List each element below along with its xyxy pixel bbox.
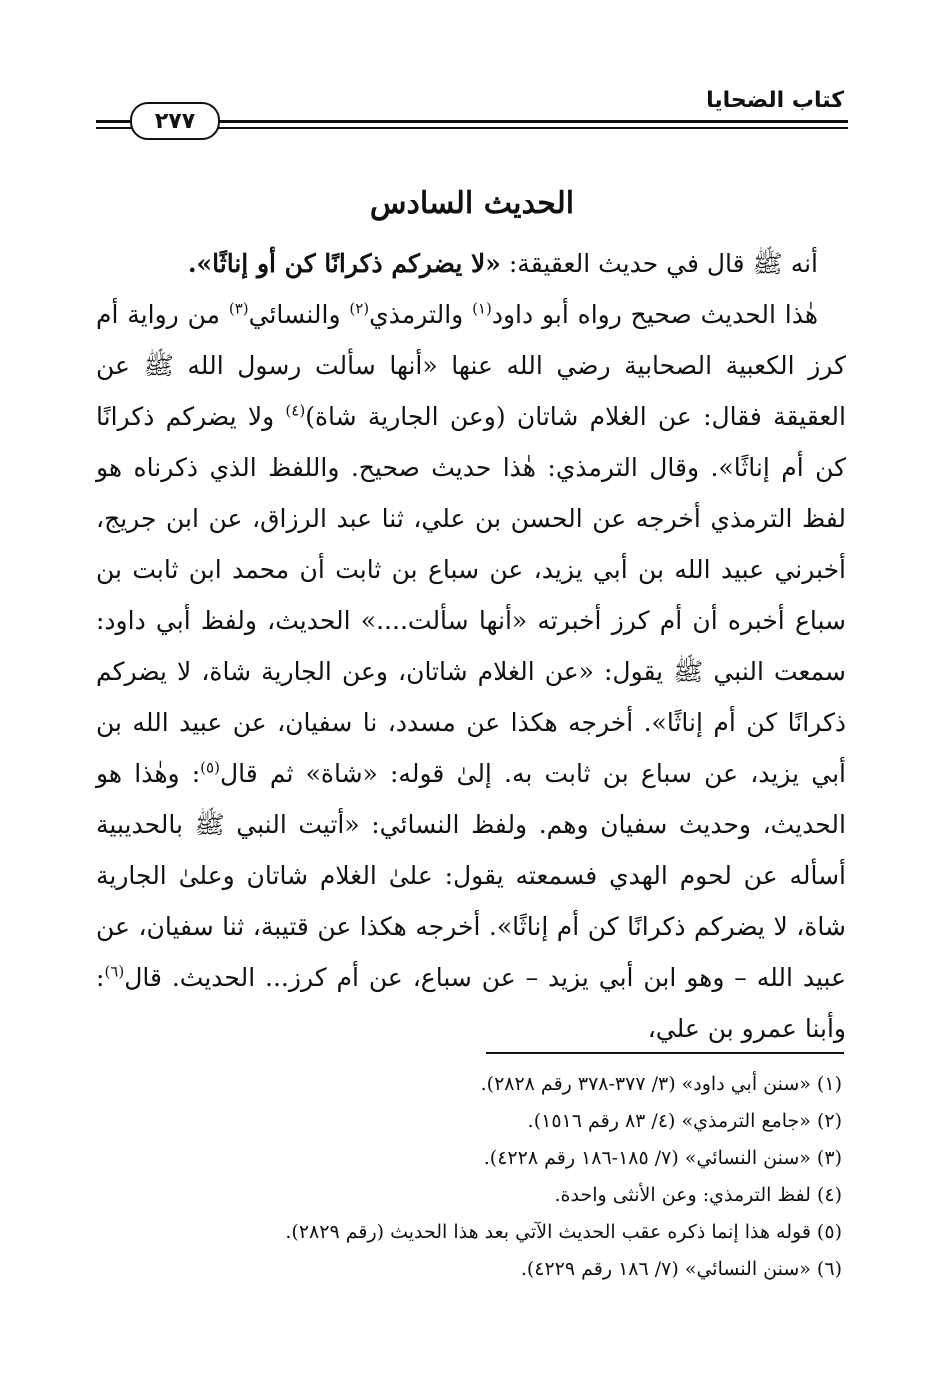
- text-run: : وهٰذا هو الحديث، وحديث سفيان وهم. ولفظ النسائي: «أتيت النبي ﷺ بالحديبية أسأله عن لحوم الهدي فسمعته يقول: علىٰ الغلام شاتان وعلىٰ الجارية شاة، لا يضركم ذكرانًا كن أم إناثًا». أخرجه هكذا عن قتيبة، ثنا سفيان، عن عبيد الله – وهو ابن أبي يزيد – عن سباع، عن أم كرز... الحديث. قال: [96, 759, 846, 992]
- footnote-ref-2: (٢): [349, 299, 370, 318]
- book-title: كتاب الضحايا: [700, 88, 844, 113]
- footnote-separator: [486, 1052, 844, 1054]
- text-run: هٰذا الحديث صحيح رواه أبو داود: [491, 300, 818, 329]
- footnote-ref-4: (٤): [285, 401, 306, 420]
- text-run: والترمذي: [369, 300, 473, 329]
- paragraph-2: [96, 289, 846, 1054]
- main-text: [96, 238, 846, 1054]
- text-run: والنسائي: [248, 300, 350, 329]
- footnote-1: (١) «سنن أبي داود» (٣/ ٣٧٧-٣٧٨ رقم ٢٨٢٨).: [480, 1073, 842, 1095]
- page-number: ٢٧٧: [154, 108, 196, 134]
- hadith-quote: «لا يضركم ذكرانًا كن أو إناثًا».: [187, 249, 501, 278]
- footnote-ref-5: (٥): [200, 758, 220, 777]
- section-heading: الحديث السادس: [369, 186, 575, 221]
- footnote-ref-3: (٣): [228, 299, 249, 318]
- footnote-2: (٢) «جامع الترمذي» (٤/ ٨٣ رقم ١٥١٦).: [527, 1110, 842, 1132]
- footnotes: [96, 1066, 842, 1288]
- page-header: [96, 88, 848, 136]
- page-number-badge: [130, 102, 220, 140]
- footnote-5: (٥) قوله هذا إنما ذكره عقب الحديث الآتي بعد هذا الحديث (رقم ٢٨٢٩).: [285, 1221, 842, 1243]
- footnote-3: (٣) «سنن النسائي» (٧/ ١٨٥-١٨٦ رقم ٤٢٢٨).: [483, 1147, 842, 1169]
- paragraph-1-intro: أنه ﷺ قال في حديث العقيقة:: [500, 249, 818, 278]
- footnote-4: (٤) لفظ الترمذي: وعن الأنثى واحدة.: [554, 1184, 842, 1206]
- paragraph-1: [96, 238, 846, 289]
- text-run: من رواية أم كرز الكعبية الصحابية رضي الله عنها «أنها سألت رسول الله ﷺ عن العقيقة فقال: عن الغلام شاتان (وعن الجارية شاة): [96, 300, 846, 431]
- footnote-ref-1: (١): [472, 299, 492, 318]
- text-run: : وأبنا عمرو بن علي،: [96, 963, 846, 1043]
- text-run: ولا يضركم ذكرانًا كن أم إناثًا». وقال الترمذي: هٰذا حديث صحيح. واللفظ الذي ذكرناه هو لفظ الترمذي أخرجه عن الحسن بن علي، ثنا عبد الرزاق، عن ابن جريج، أخبرني عبيد الله بن أبي يزيد، عن سباع بن ثابت أن محمد ابن ثابت بن سباع أخبره أن أم كرز أخبرته «أنها سألت....» الحديث، ولفظ أبي داود: سمعت النبي ﷺ يقول: «عن الغلام شاتان، وعن الجارية شاة، لا يضركم ذكرانًا كن أم إناثًا». أخرجه هكذا عن مسدد، نا سفيان، عن عبيد الله بن أبي يزيد، عن سباع بن ثابت به. إلىٰ قوله: «شاة» ثم قال: [96, 402, 846, 788]
- footnote-ref-6: (٦): [104, 962, 125, 981]
- footnote-6: (٦) «سنن النسائي» (٧/ ١٨٦ رقم ٤٢٢٩).: [520, 1258, 842, 1280]
